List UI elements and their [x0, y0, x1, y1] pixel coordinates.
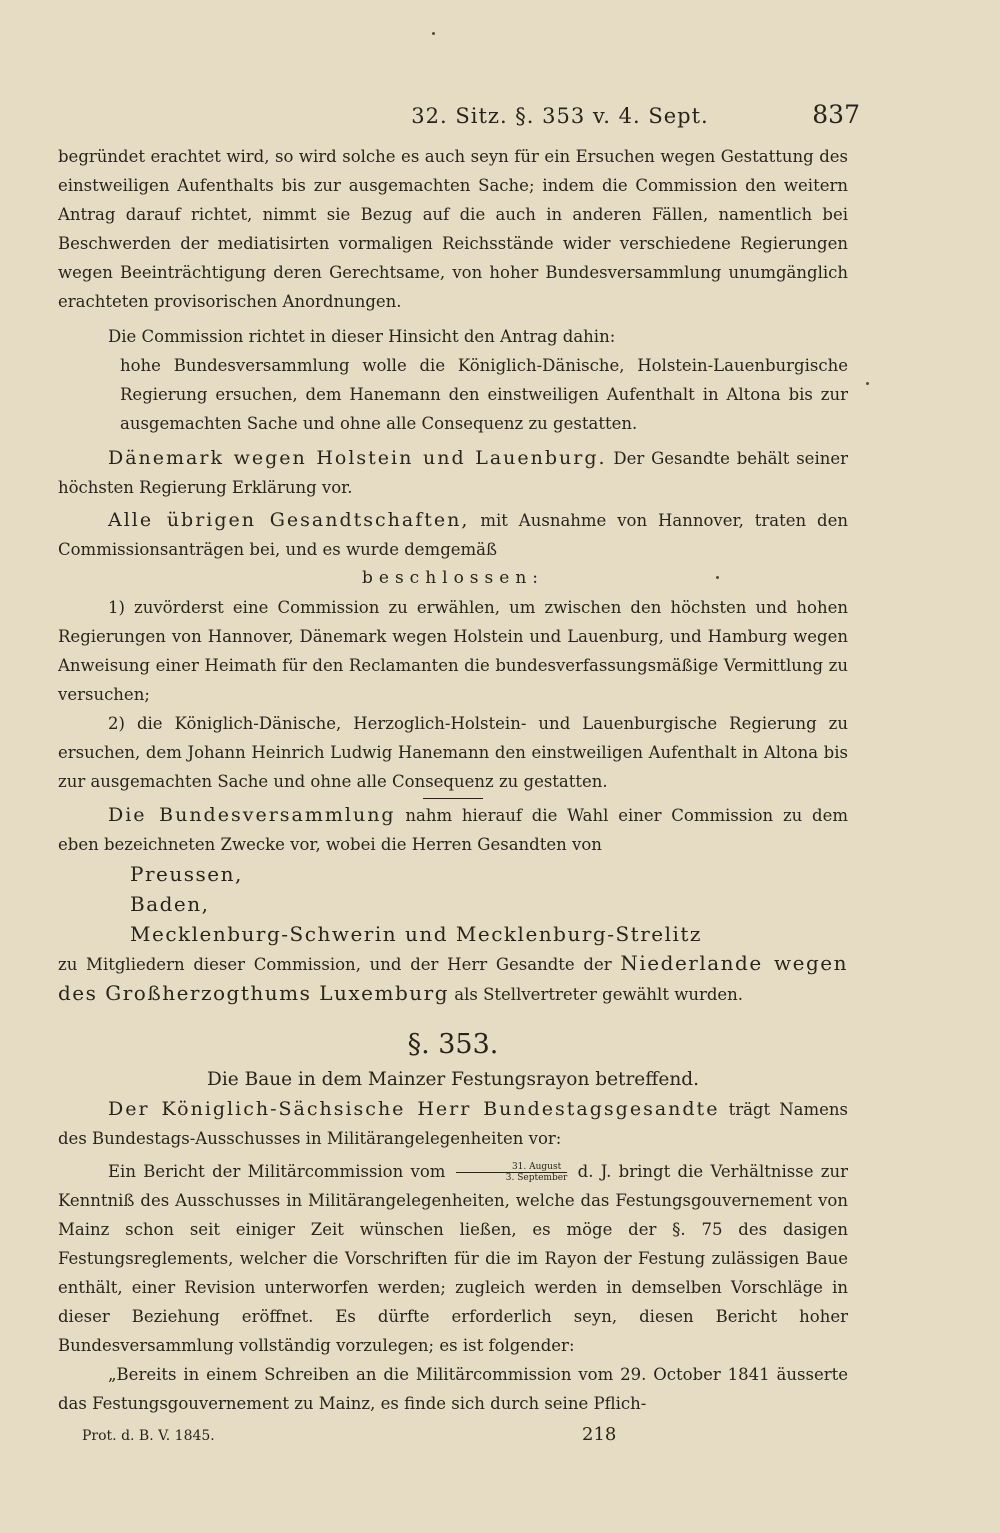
- paragraph-1: begründet erachtet wird, so wird solche es auch seyn für ein Ersuchen wegen Gestattung des einstweiligen Aufenthalts bis zur ausgemachten Sache; indem die Commission den weitern Antrag darauf richtet, nimmt sie Bezug auf die auch in anderen Fällen, namentlich bei Beschwerden der mediatisirten vormaligen Reichsstände wider verschiedene Regierungen wegen Beeinträchtigung deren Gerechtsame, von hoher Bundesversammlung unumgänglich erachteten provisorischen Anordnungen.: [58, 147, 848, 311]
- netherlands-lead: Niederlande wegen des Großherzogthums Luxemburg: [58, 951, 849, 1005]
- substitute-text: als Stellvertreter gewählt wurden.: [454, 985, 744, 1004]
- signature-number: 218: [582, 1424, 617, 1445]
- report-text-b: d. J. bringt die Verhältnisse zur Kenntniß des Ausschusses in Militärangelegenheiten, welche das Festungsgouvernement von Mainz schon seit einiger Zeit wünschen ließen, es möge der §. 75 des dasigen Festungsreglements, welcher die Vorschriften für die im Rayon der Festung zulässigen Baue enthält, einer Revision unterworfen werden; zugleich werden in demselben Vorschläge in dieser Beziehung eröffnet. Es dürfte erforderlich seyn, diesen Bericht hoher Bundesversammlung vollständig vorzulegen; es ist folgender:: [58, 1162, 848, 1355]
- page-body: [58, 142, 848, 1418]
- paragraph-2: Die Commission richtet in dieser Hinsicht den Antrag dahin:: [108, 327, 616, 346]
- denmark-lead: Dänemark wegen Holstein und Lauenburg.: [108, 447, 607, 469]
- saxon-envoy-rest: trägt Namens des Bundestags-Ausschusses in Militärangelegenheiten vor:: [58, 1100, 848, 1148]
- date-fraction-top: 31. August: [456, 1162, 568, 1173]
- section-number: §. 353.: [407, 1029, 499, 1060]
- section-title: Die Baue in dem Mainzer Festungsrayon betreffend.: [207, 1069, 699, 1090]
- name-baden: Baden,: [130, 892, 210, 916]
- resolution-1: 1) zuvörderst eine Commission zu erwählen, um zwischen den höchsten und hohen Regierungen von Hannover, Dänemark wegen Holstein und Lauenburg, und Hamburg wegen Anweisung einer Heimath für den Reclamanten die bundesverfassungsmäßige Vermittlung zu versuchen;: [58, 598, 848, 704]
- stain-mark: [432, 32, 435, 35]
- report-text-a: Ein Bericht der Militärcommission vom: [108, 1162, 446, 1181]
- paragraph-3: hohe Bundesversammlung wolle die Königlich-Dänische, Holstein-Lauenburgische Regierung ersuchen, dem Hanemann den einstweiligen Aufenthalt in Altona bis zur ausgemachten Sache und ohne alle Consequenz zu gestatten.: [120, 356, 848, 433]
- others-lead: Alle übrigen Gesandtschaften,: [108, 509, 470, 531]
- stain-mark: [716, 576, 719, 579]
- section-body: [58, 1157, 848, 1360]
- resolved-heading: beschlossen:: [362, 568, 544, 588]
- quoted-report: „Bereits in einem Schreiben an die Militärcommission vom 29. October 1841 äusserte das Festungsgouvernement zu Mainz, es finde sich durch seine Pflich-: [58, 1365, 848, 1413]
- envoy-names: [58, 859, 848, 949]
- date-fraction-bottom: 3. September: [505, 1173, 568, 1183]
- assembly-rest: nahm hierauf die Wahl einer Commission zu dem eben bezeichneten Zwecke vor, wobei die Herren Gesandten von: [58, 806, 849, 854]
- footer-source: Prot. d. B. V. 1845.: [82, 1428, 215, 1444]
- name-prussia: Preussen,: [130, 862, 243, 886]
- resolution-2: 2) die Königlich-Dänische, Herzoglich-Holstein- und Lauenburgische Regierung zu ersuchen, dem Johann Heinrich Ludwig Hanemann den einstweiligen Aufenthalt in Altona bis zur ausgemachten Sache und ohne alle Consequenz zu gestatten.: [58, 714, 848, 791]
- page-number: 837: [812, 100, 860, 129]
- paragraph-5: [58, 506, 848, 564]
- section-intro: [58, 1095, 848, 1153]
- paragraph-6: [58, 801, 848, 859]
- separator-rule: [423, 798, 483, 799]
- denmark-rest: Der Gesandte behält seiner höchsten Regierung Erklärung vor.: [58, 449, 848, 497]
- date-fraction: [456, 1162, 568, 1183]
- saxon-envoy-lead: Der Königlich-Sächsische Herr Bundestagsgesandte: [108, 1098, 720, 1120]
- assembly-lead: Die Bundesversammlung: [108, 804, 396, 826]
- page-header: [300, 100, 860, 134]
- name-mecklenburg: Mecklenburg-Schwerin und Mecklenburg-Strelitz: [130, 922, 702, 946]
- others-rest: mit Ausnahme von Hannover, traten den Commissionsanträgen bei, und es wurde demgemäß: [58, 511, 848, 559]
- stain-mark: [866, 382, 869, 385]
- paragraph-4: [58, 444, 848, 502]
- members-text: zu Mitgliedern dieser Commission, und der Herr Gesandte der: [58, 955, 612, 974]
- running-title: 32. Sitz. §. 353 v. 4. Sept.: [411, 104, 709, 128]
- paragraph-7: [58, 949, 848, 1009]
